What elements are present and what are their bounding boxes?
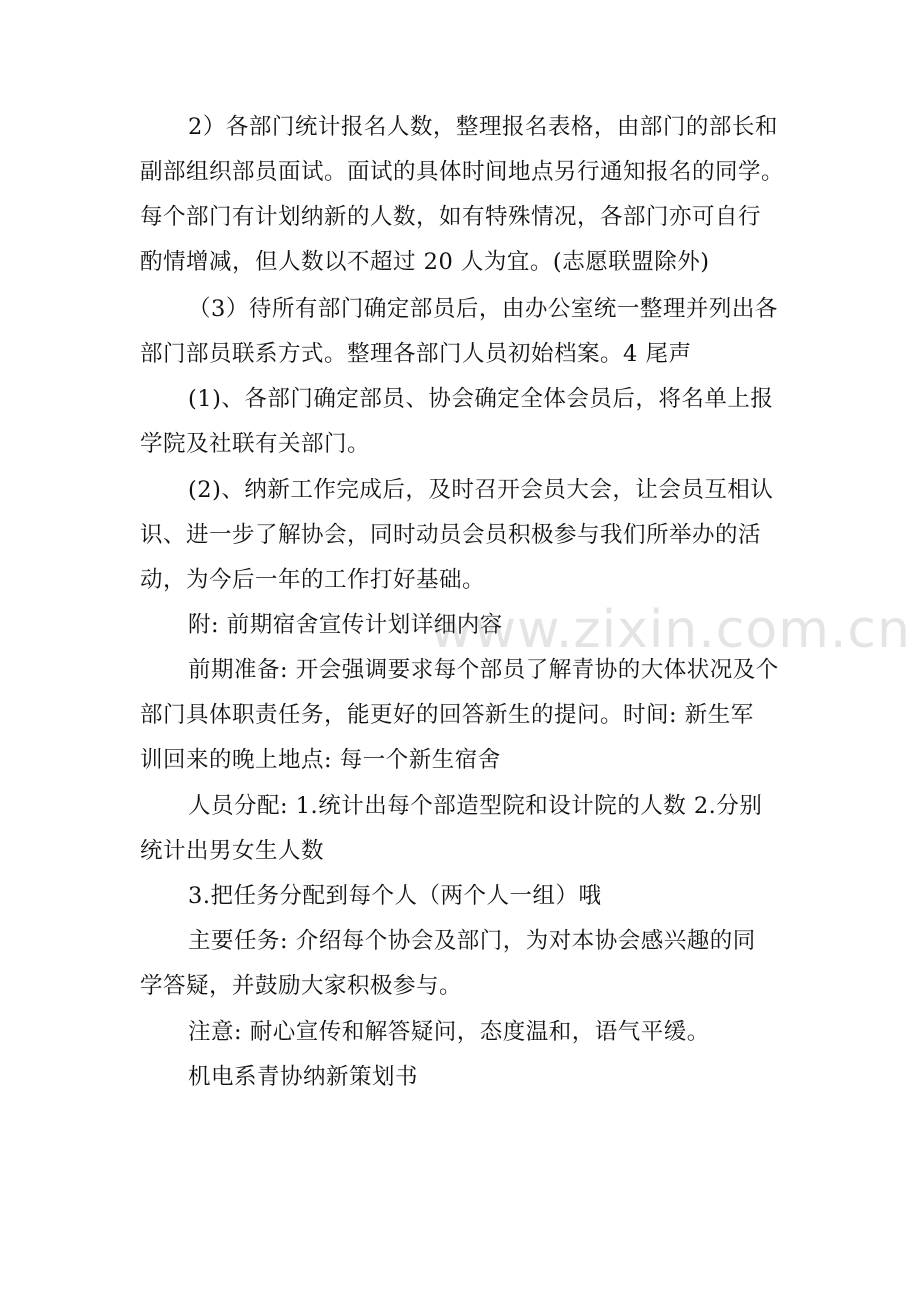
- text-line-19: 主要任务: 介绍每个协会及部门，为对本协会感兴趣的同: [188, 928, 756, 954]
- text-line-18: 3.把任务分配到每个人（两个人一组）哦: [188, 883, 602, 909]
- text-line-16: 人员分配: 1.统计出每个部造型院和设计院的人数 2.分别: [188, 793, 763, 819]
- text-line-13: 前期准备: 开会强调要求每个部员了解青协的大体状况及个: [188, 657, 779, 683]
- text-line-7: (1)、各部门确定部员、协会确定全体会员后，将名单上报: [188, 386, 774, 412]
- watermark: www.zixin.com.cn: [430, 600, 911, 660]
- text-line-14: 部门具体职责任务，能更好的回答新生的提问。时间: 新生军: [140, 702, 754, 728]
- text-line-8: 学院及社联有关部门。: [140, 431, 371, 457]
- text-line-6: 部门部员联系方式。整理各部门人员初始档案。4 尾声: [140, 341, 692, 367]
- text-line-9: (2)、纳新工作完成后，及时召开会员大会，让会员互相认: [188, 477, 774, 503]
- text-line-17: 统计出男女生人数: [140, 838, 325, 864]
- text-line-5: （3）待所有部门确定部员后，由办公室统一整理并列出各: [188, 296, 778, 322]
- text-line-20: 学答疑，并鼓励大家积极参与。: [140, 973, 463, 999]
- text-line-22: 机电系青协纳新策划书: [188, 1064, 419, 1090]
- text-line-11: 动，为今后一年的工作打好基础。: [140, 567, 486, 593]
- text-line-15: 训回来的晚上地点: 每一个新生宿舍: [140, 747, 501, 773]
- text-line-1: 2）各部门统计报名人数，整理报名表格，由部门的部长和: [188, 114, 778, 140]
- text-line-21: 注意: 耐心宣传和解答疑问，态度温和，语气平缓。: [188, 1019, 710, 1045]
- text-line-3: 每个部门有计划纳新的人数，如有特殊情况，各部门亦可自行: [140, 204, 762, 230]
- text-line-12: 附: 前期宿舍宣传计划详细内容: [188, 612, 503, 638]
- text-line-10: 识、进一步了解协会，同时动员会员积极参与我们所举办的活: [140, 522, 762, 548]
- text-line-2: 副部组织部员面试。面试的具体时间地点另行通知报名的同学。: [140, 159, 785, 185]
- text-line-4: 酌情增减，但人数以不超过 20 人为宜。(志愿联盟除外): [140, 249, 710, 275]
